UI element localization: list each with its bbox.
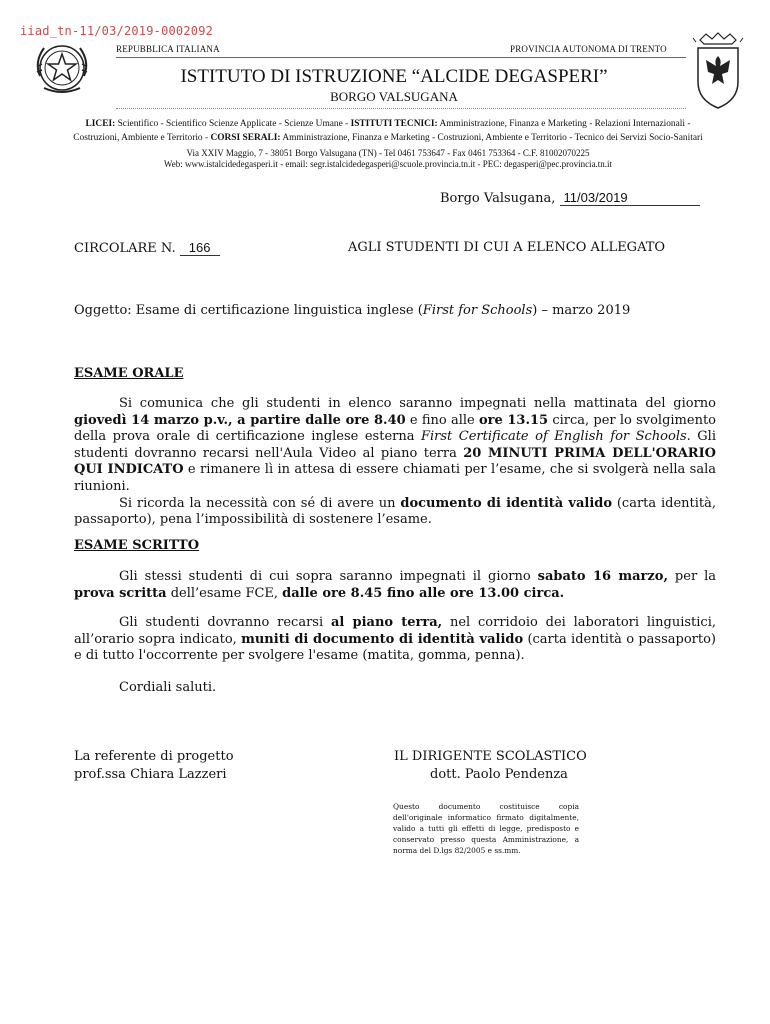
school-name: ISTITUTO DI ISTRUZIONE “ALCIDE DEGASPERI” [180,66,608,87]
oral-exam-heading: ESAME ORALE [74,366,184,381]
school-town: BORGO VALSUGANA [330,89,458,104]
courses-licei-label: LICEI: [85,119,116,129]
courses-licei-text: Scientifico - Scientifico Scienze Applicate - Scienze Umane - [115,119,351,129]
circolare-label: CIRCOLARE N. [74,241,176,256]
subject-suffix: ) – marzo 2019 [532,303,631,318]
courses-tecnici-text-2: Costruzioni, Ambiente e Territorio - [73,133,211,143]
written-paragraph-1: Gli stessi studenti di cui sopra saranno impegnati il giorno sabato 16 marzo, per la prova scritta dell’esame FCE, dalle ore 8.45 fino alle ore 13.00 circa. [74,569,717,601]
protocol-stamp: iiad_tn-11/03/2019-0002092 [20,24,214,38]
subject-italic: First for Schools [422,303,533,318]
date-value: 11/03/2019 [560,190,700,206]
province-label: PROVINCIA AUTONOMA DI TRENTO [510,44,667,54]
school-contacts [30,148,746,170]
italian-republic-emblem-icon [30,36,94,100]
left-signature-name: prof.ssa Chiara Lazzeri [74,767,227,782]
subject-line [74,303,630,318]
school-web: Web: www.istalcidedegasperi.it - email: segr.istalcidedegasperi@scuole.provincia.tn.it - PEC: degasperi@pec.provincia.tn.it [163,159,613,169]
oral-paragraph-2: Si ricorda la necessità con sé di avere un documento di identità valido (carta identità, passaporto), pena l’impossibilità di sostenere l’esame. [74,495,717,528]
courses-list [30,117,746,145]
header-divider-dotted [116,108,686,109]
header-divider [116,57,686,58]
circolare-number: 166 [180,240,220,256]
left-signature-role: La referente di progetto [74,749,234,764]
subject-prefix: Oggetto: Esame di certificazione linguistica inglese ( [74,303,423,318]
courses-tecnici-text: Amministrazione, Finanza e Marketing - Relazioni Internazionali - [437,119,691,129]
right-signature-role: IL DIRIGENTE SCOLASTICO [394,749,587,764]
right-signature-name: dott. Paolo Pendenza [430,767,568,782]
recipients: AGLI STUDENTI DI CUI A ELENCO ALLEGATO [348,240,666,255]
date-line [440,190,700,206]
circolare-line [74,240,220,256]
school-address: Via XXIV Maggio, 7 - 38051 Borgo Valsugana (TN) - Tel 0461 753647 - Fax 0461 753364 - C.F. 81002070225 [186,148,590,158]
date-place: Borgo Valsugana, [440,191,556,206]
courses-serali-text: Amministrazione, Finanza e Marketing - Costruzioni, Ambiente e Territorio - Tecnico dei Servizi Socio-Sanitari [280,133,703,143]
republic-label: REPUBBLICA ITALIANA [116,44,220,54]
oral-paragraph-1: Si comunica che gli studenti in elenco saranno impegnati nella mattinata del giorno giovedì 14 marzo p.v., a partire dalle ore 8.40 e fino alle ore 13.15 circa, per lo svolgimento della prova orale di certificazione inglese esterna First Certificate of English for Schools. Gli studenti dovranno recarsi nell'Aula Video al piano terra 20 MINUTI PRIMA DELL'ORARIO QUI INDICATO e rimanere lì in attesa di essere chiamati per l’esame, che si svolgerà nella sala riunioni. [74,396,717,494]
written-exam-heading: ESAME SCRITTO [74,538,200,553]
trento-eagle-emblem-icon [692,30,744,112]
written-paragraph-2: Gli studenti dovranno recarsi al piano terra, nel corridoio dei laboratori linguistici, all’orario sopra indicato, muniti di documento di identità valido (carta identità o passaporto) e di tutto l'occorrente per svolgere l'esame (matita, gomma, penna). [74,615,717,664]
courses-serali-label: CORSI SERALI: [210,133,281,143]
digital-signature-note: Questo documento costituisce copia dell'originale informatico firmato digitalmente, valido a tutti gli effetti di legge, predisposto e conservato presso questa Amministrazione, a norma del D.lgs 82/2005 e ss.mm. [393,802,579,855]
greeting: Cordiali saluti. [119,680,217,695]
oral-exam-body [74,396,716,529]
courses-tecnici-label: ISTITUTI TECNICI: [350,119,438,129]
